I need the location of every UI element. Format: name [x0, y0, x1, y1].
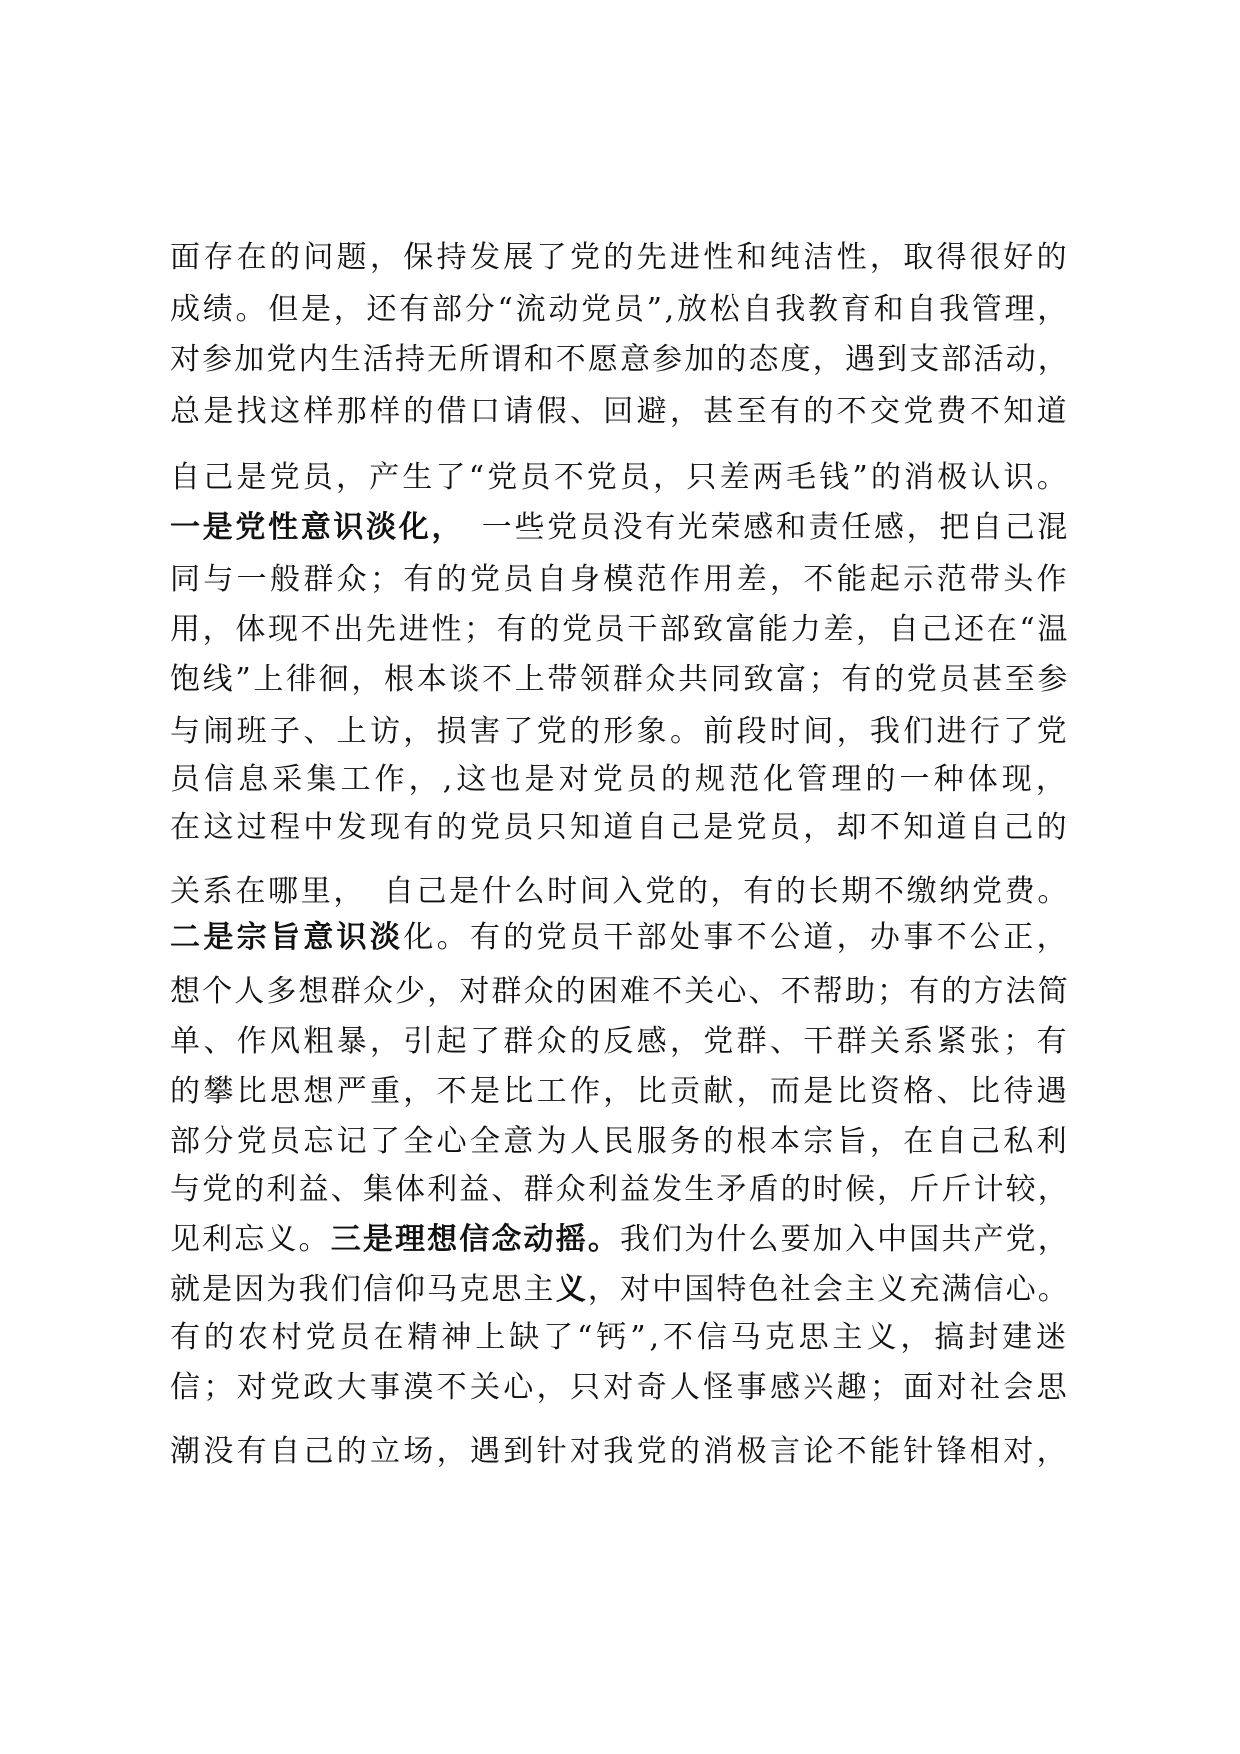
bold-text-segment: 三是理想信念动摇。	[330, 1222, 620, 1257]
text-line	[170, 1270, 1070, 1310]
text-line	[170, 872, 1070, 912]
text-segment: 化。有的党员干部处事不公道，办事不公正，	[403, 920, 1070, 955]
text-segment: 自己是党员，产生了“党员不党员，只差两毛钱”的消极认识。	[170, 460, 1070, 495]
text-segment: 部分党员忘记了全心全意为人民服务的根本宗旨，在自己私利	[170, 1124, 1070, 1159]
text-segment: 对参加党内生活持无所谓和不愿意参加的态度，遇到支部活动，	[170, 342, 1070, 377]
text-segment: 有的农村党员在精神上缺了“钙”,不信马克思主义，搞封建迷	[170, 1320, 1070, 1355]
text-line	[170, 1368, 1070, 1408]
text-segment: ，对中国特色社会主义充满信心。	[587, 1272, 1070, 1307]
text-segment: 用，体现不出先进性；有的党员干部致富能力差，自己还在“温	[170, 612, 1071, 647]
text-segment: 与闹班子、上访，损害了党的形象。前段时间，我们进行了党	[170, 714, 1070, 749]
text-line	[170, 918, 1070, 958]
text-segment: 信；对党政大事漠不关心，只对奇人怪事感兴趣；面对社会思	[170, 1370, 1070, 1405]
text-segment: 面存在的问题，保持发展了党的先进性和纯洁性，取得很好的	[170, 240, 1070, 275]
text-line	[170, 760, 1070, 800]
text-line	[170, 1022, 1070, 1062]
text-line	[170, 560, 1070, 600]
text-line	[170, 660, 1070, 700]
text-line	[170, 458, 1070, 498]
text-segment: 总是找这样那样的借口请假、回避，甚至有的不交党费不知道	[170, 394, 1070, 429]
text-line	[170, 1072, 1070, 1112]
text-line	[170, 712, 1070, 752]
text-line	[170, 238, 1070, 278]
text-segment: 的攀比思想严重，不是比工作，比贡献，而是比资格、比待遇	[170, 1074, 1070, 1109]
bold-text-segment: 一是党性意识淡化，	[170, 510, 450, 545]
text-segment: 潮没有自己的立场，遇到针对我党的消极言论不能针锋相对，	[170, 1434, 1070, 1469]
text-segment: 饱线”上徘徊，根本谈不上带领群众共同致富；有的党员甚至参	[170, 662, 1071, 697]
text-line	[170, 1432, 1070, 1472]
text-segment: 想个人多想群众少，对群众的困难不关心、不帮助；有的方法简	[170, 974, 1070, 1009]
text-line	[170, 1170, 1070, 1210]
text-line	[170, 392, 1070, 432]
text-segment: 关系在哪里， 自己是什么时间入党的，有的长期不缴纳党费。	[170, 874, 1071, 909]
text-line	[170, 1220, 1070, 1260]
text-line	[170, 340, 1070, 380]
text-line	[170, 1318, 1070, 1358]
text-segment: 与党的利益、集体利益、群众利益发生矛盾的时候，斤斤计较，	[170, 1172, 1070, 1207]
bold-text-segment: 二是宗旨意识淡	[170, 920, 404, 955]
text-line	[170, 808, 1070, 848]
text-segment: 在这过程中发现有的党员只知道自己是党员，却不知道自己的	[170, 810, 1070, 845]
text-segment: 见利忘义。	[170, 1222, 331, 1257]
text-segment: 成绩。但是，还有部分“流动党员”,放松自我教育和自我管理，	[170, 292, 1070, 327]
text-line	[170, 508, 1070, 548]
text-line	[170, 972, 1070, 1012]
text-segment: 同与一般群众；有的党员自身模范作用差，不能起示范带头作	[170, 562, 1070, 597]
text-line	[170, 610, 1070, 650]
text-line	[170, 1122, 1070, 1162]
text-segment: 员信息采集工作，,这也是对党员的规范化管理的一种体现，	[170, 762, 1070, 797]
text-segment: 单、作风粗暴，引起了群众的反感，党群、干群关系紧张；有	[170, 1024, 1070, 1059]
text-segment: 一些党员没有光荣感和责任感，把自己混	[449, 510, 1071, 545]
bold-text-segment: 义	[555, 1272, 588, 1307]
text-segment: 我们为什么要加入中国共产党，	[619, 1222, 1070, 1257]
text-line	[170, 290, 1070, 330]
text-segment: 就是因为我们信仰马克思主	[170, 1272, 556, 1307]
